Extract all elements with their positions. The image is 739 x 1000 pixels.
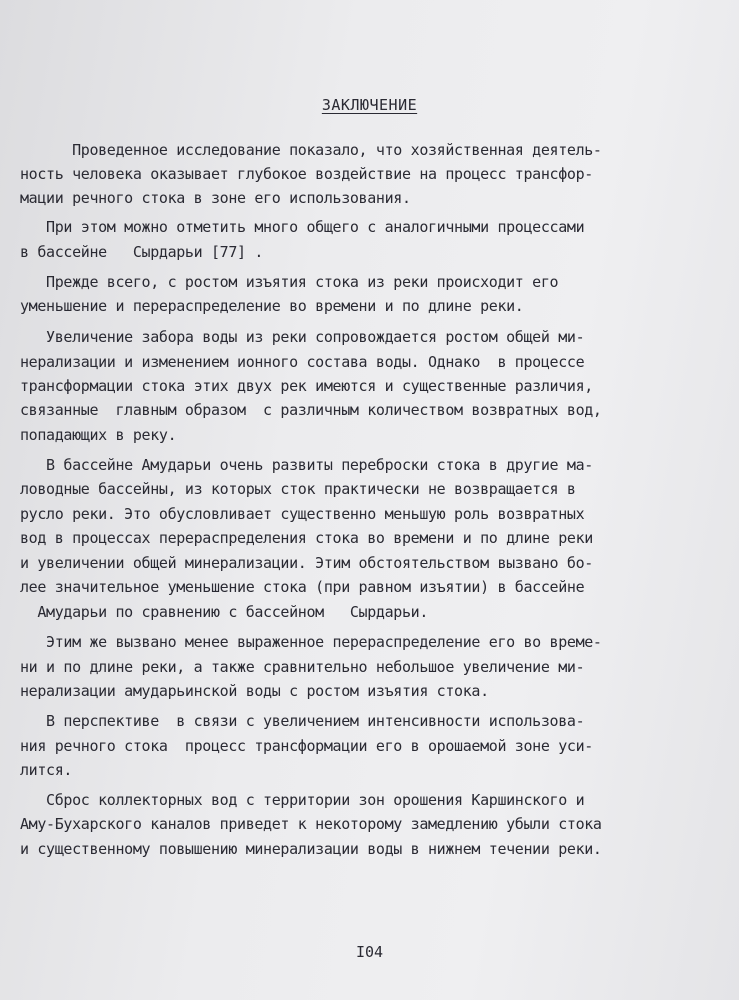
text-line: Увеличение забора воды из реки сопровождается ростом общей ми-: [20, 328, 585, 346]
text-line: ни и по длине реки, а также сравнительно небольшое увеличение ми-: [20, 658, 585, 676]
text-line: При этом можно отметить много общего с аналогичными процессами: [20, 218, 585, 236]
text-line: мации речного стока в зоне его использования.: [20, 189, 411, 207]
text-line: нерализации и изменением ионного состава воды. Однако в процессе: [20, 353, 585, 371]
text-line: ния речного стока процесс трансформации его в орошаемой зоне уси-: [20, 737, 593, 755]
text-line: Этим же вызвано менее выраженное перераспределение его во време-: [20, 633, 602, 651]
text-line: ность человека оказывает глубокое воздействие на процесс трансфор-: [20, 165, 593, 183]
text-line: Сброс коллекторных вод с территории зон орошения Каршинского и: [20, 791, 585, 809]
text-line: уменьшение и перераспределение во времени и по длине реки.: [20, 297, 524, 315]
text-line: лее значительное уменьшение стока (при равном изъятии) в бассейне: [20, 578, 585, 596]
text-line: Проведенное исследование показало, что хозяйственная деятель-: [20, 141, 602, 159]
text-line: Аму-Бухарского каналов приведет к некоторому замедлению убыли стока: [20, 815, 602, 833]
text-line: Амударьи по сравнению с бассейном Сырдарьи.: [20, 603, 428, 621]
text-line: В перспективе в связи с увеличением интенсивности использова-: [20, 712, 585, 730]
text-line: Прежде всего, с ростом изъятия стока из реки происходит его: [20, 273, 559, 291]
text-line: и увеличении общей минерализации. Этим обстоятельством вызвано бо-: [20, 554, 593, 572]
text-line: трансформации стока этих двух рек имеются и существенные различия,: [20, 377, 593, 395]
text-line: вод в процессах перераспределения стока во времени и по длине реки: [20, 529, 593, 547]
text-line: в бассейне Сырдарьи [77] .: [20, 243, 264, 261]
text-line: В бассейне Амударьи очень развиты переброски стока в другие ма-: [20, 456, 593, 474]
text-line: русло реки. Это обусловливает существенно меньшую роль возвратных: [20, 505, 585, 523]
text-line: ловодные бассейны, из которых сток практически не возвращается в: [20, 480, 576, 498]
text-line: попадающих в реку.: [20, 426, 177, 444]
text-line: нерализации амударьинской воды с ростом изъятия стока.: [20, 682, 489, 700]
text-line: связанные главным образом с различным количеством возвратных вод,: [20, 401, 602, 419]
page-number: I04: [355, 943, 384, 961]
text-line: лится.: [20, 761, 73, 779]
page-title: ЗАКЛЮЧЕНИЕ: [321, 96, 418, 114]
text-line: и существенному повышению минерализации воды в нижнем течении реки.: [20, 840, 602, 858]
